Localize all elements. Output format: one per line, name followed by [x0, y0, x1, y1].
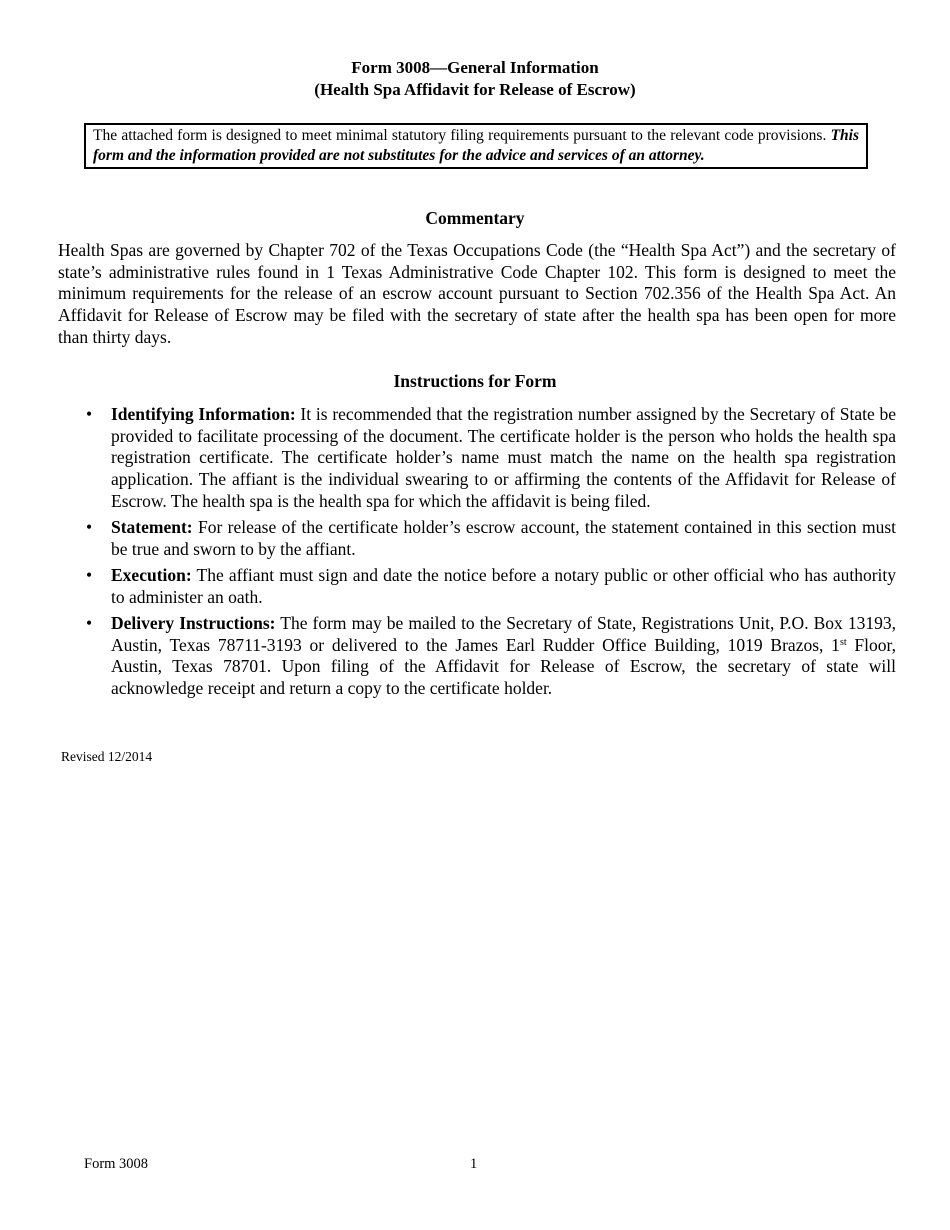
bullet-icon: • [86, 517, 93, 538]
instructions-list [58, 404, 896, 704]
instruction-text: It is recommended that the registration number assigned by the Secretary of State be provided to facilitate processing of the document. The certificate holder is the person who holds the health spa registration certificate. The certificate holder’s name must match the name on the health spa registration application. The affiant is the individual swearing to or affirming the contents of the Affidavit for Release of Escrow. The health spa is the health spa for which the affidavit is being filed. [111, 404, 897, 511]
ordinal-superscript: st [839, 636, 847, 648]
page-title [0, 57, 950, 101]
instruction-item-identifying-information [58, 404, 896, 513]
revision-date: Revised 12/2014 [61, 749, 153, 764]
commentary-heading: Commentary [425, 208, 525, 228]
notice-emphasis-text: This form and the information provided are not substitutes for the advice and services of an attorney. [93, 127, 859, 164]
instruction-item-execution [58, 565, 896, 608]
footer-page-number: 1 [470, 1156, 478, 1172]
instruction-item-statement [58, 517, 896, 560]
disclaimer-notice-box [84, 123, 868, 169]
instruction-text-before: The form may be mailed to the Secretary of State, Registrations Unit, P.O. Box 13193, Austin, Texas 78711-3193 or delivered to the James Earl Rudder Office Building, 1019 Brazos, 1 [111, 612, 896, 655]
instruction-label: Statement: [111, 517, 193, 538]
commentary-paragraph: Health Spas are governed by Chapter 702 of the Texas Occupations Code (the “Health Spa Act”) and the secretary of state’s administrative rules found in 1 Texas Administrative Code Chapter 102. This form is designed to meet the minimum requirements for the release of an escrow account pursuant to Section 702.356 of the Health Spa Act. An Affidavit for Release of Escrow may be filed with the secretary of state after the health spa has been open for more than thirty days. [58, 240, 896, 347]
footer-form-label: Form 3008 [84, 1156, 149, 1172]
instruction-item-delivery-instructions [58, 613, 896, 700]
title-line-2: (Health Spa Affidavit for Release of Escrow) [314, 80, 636, 99]
instruction-text-after: Floor, Austin, Texas 78701. Upon filing of the Affidavit for Release of Escrow, the secretary of state will acknowledge receipt and return a copy to the certificate holder. [111, 634, 896, 698]
instruction-label: Delivery Instructions: [111, 612, 276, 633]
instruction-label: Identifying Information: [111, 404, 296, 424]
instructions-heading: Instructions for Form [393, 371, 557, 391]
bullet-icon: • [86, 612, 93, 633]
instruction-text: For release of the certificate holder’s escrow account, the statement contained in this section must be true and sworn to by the affiant. [111, 517, 896, 559]
title-line-1: Form 3008—General Information [351, 58, 599, 77]
bullet-icon: • [86, 404, 93, 424]
bullet-icon: • [86, 564, 93, 585]
instruction-text: The affiant must sign and date the notice before a notary public or other official who has authority to administer an oath. [111, 564, 896, 607]
instruction-label: Execution: [111, 564, 192, 585]
notice-plain-text: The attached form is designed to meet minimal statutory filing requirements pursuant to the relevant code provisions. [93, 127, 831, 144]
